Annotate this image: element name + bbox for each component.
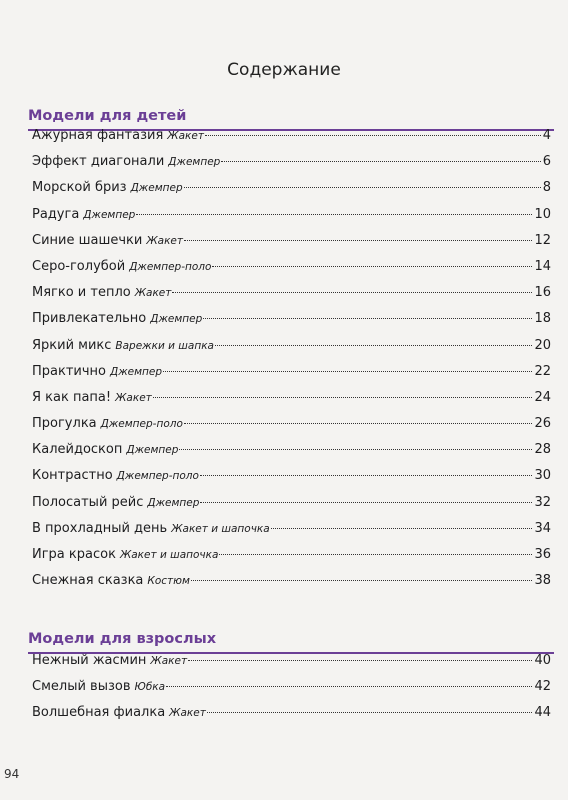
entry-type: Жакет (167, 130, 204, 142)
entry-page: 20 (534, 337, 551, 353)
entry-page: 14 (534, 258, 551, 274)
dot-leader (153, 397, 533, 398)
entry-page: 40 (534, 653, 551, 668)
entry-title: В прохладный день (32, 520, 168, 536)
entry-type: Жакет и шапочка (171, 522, 270, 535)
dot-leader (271, 528, 533, 529)
toc-entry[interactable] (32, 128, 551, 154)
entry-type: Варежки и шапка (115, 339, 214, 352)
entry-title: Полосатый рейс (32, 494, 144, 510)
dot-leader (212, 266, 532, 267)
entry-title: Привлекательно (32, 311, 147, 327)
entry-page: 36 (534, 547, 551, 562)
entry-type: Джемпер (168, 156, 221, 169)
entry-title: Смелый вызов (32, 679, 131, 695)
toc-entry[interactable] (32, 653, 551, 679)
entry-page: 24 (534, 389, 551, 405)
toc-entry[interactable] (32, 573, 551, 599)
page-number: 94 (4, 767, 20, 781)
section-heading-adults: Модели для взрослых (28, 631, 217, 647)
entry-type: Жакет (146, 234, 184, 247)
entry-page: 6 (542, 154, 551, 170)
entry-type: Жакет (115, 391, 152, 404)
entry-type: Джемпер (83, 208, 136, 221)
entry-title: Серо-голубой (32, 258, 126, 274)
entry-type: Джемпер-поло (100, 418, 183, 431)
toc-entry[interactable] (32, 521, 551, 547)
dot-leader (184, 187, 541, 188)
entry-title: Яркий микс (32, 337, 112, 353)
toc-entry[interactable] (32, 180, 551, 206)
toc-entry[interactable] (32, 468, 551, 494)
entry-type: Джемпер (126, 444, 179, 457)
dot-leader (136, 214, 532, 215)
dot-leader (166, 686, 532, 687)
entry-title: Снежная сказка (32, 573, 144, 589)
entry-type: Джемпер-поло (129, 260, 212, 273)
dot-leader (221, 161, 540, 162)
entry-type: Жакет (169, 707, 206, 720)
dot-leader (219, 554, 532, 555)
entry-title: Нежный жасмин (32, 653, 147, 668)
entry-page: 22 (534, 363, 551, 379)
entry-type: Жакет (134, 287, 172, 300)
entry-page: 10 (534, 206, 551, 222)
toc-entry[interactable] (32, 442, 551, 468)
toc-entry[interactable] (32, 364, 551, 390)
entry-title: Контрастно (32, 468, 113, 484)
entry-type: Жакет (150, 655, 188, 667)
entry-type: Жакет и шапочка (119, 549, 219, 561)
dot-leader (203, 318, 532, 319)
dot-leader (207, 712, 533, 713)
dot-leader (215, 345, 532, 346)
toc-entry[interactable] (32, 679, 551, 705)
toc-entry[interactable] (32, 311, 551, 337)
entry-title: Прогулка (32, 416, 97, 432)
dot-leader (205, 135, 541, 136)
entry-title: Волшебная фиалка (32, 705, 166, 721)
toc-list-adults (32, 653, 551, 732)
dot-leader (200, 502, 532, 503)
entry-title: Мягко и тепло (32, 285, 131, 301)
dot-leader (163, 371, 532, 372)
dot-leader (188, 660, 532, 661)
entry-page: 34 (534, 520, 551, 536)
dot-leader (184, 423, 533, 424)
entry-title: Синие шашечки (32, 232, 143, 248)
entry-title: Практично (32, 363, 107, 379)
entry-title: Радуга (32, 206, 80, 222)
toc-list-children (32, 128, 551, 599)
dot-leader (172, 292, 532, 293)
toc-entry[interactable] (32, 285, 551, 311)
entry-type: Джемпер-поло (116, 470, 199, 483)
entry-page: 4 (542, 128, 551, 143)
toc-entry[interactable] (32, 338, 551, 364)
entry-type: Джемпер (150, 313, 203, 326)
entry-page: 8 (542, 180, 551, 196)
toc-entry[interactable] (32, 233, 551, 259)
dot-leader (200, 475, 533, 476)
entry-page: 44 (534, 705, 551, 721)
entry-type: Джемпер (147, 496, 200, 509)
entry-page: 18 (534, 311, 551, 327)
toc-entry[interactable] (32, 495, 551, 521)
entry-title: Морской бриз (32, 180, 127, 196)
toc-entry[interactable] (32, 705, 551, 731)
entry-page: 42 (534, 679, 551, 695)
entry-title: Игра красок (32, 547, 116, 562)
entry-title: Калейдоскоп (32, 442, 123, 458)
section-heading-children: Модели для детей (28, 108, 187, 124)
toc-entry[interactable] (32, 259, 551, 285)
entry-title: Ажурная фантазия (32, 128, 164, 143)
toc-entry[interactable] (32, 207, 551, 233)
entry-page: 16 (534, 285, 551, 301)
entry-type: Джемпер (110, 365, 163, 378)
dot-leader (191, 580, 533, 581)
toc-entry[interactable] (32, 390, 551, 416)
entry-page: 12 (534, 232, 551, 248)
entry-page: 30 (534, 468, 551, 484)
entry-type: Костюм (147, 575, 190, 588)
toc-entry[interactable] (32, 154, 551, 180)
toc-entry[interactable] (32, 547, 551, 573)
toc-entry[interactable] (32, 416, 551, 442)
entry-page: 28 (534, 442, 551, 458)
entry-type: Юбка (134, 681, 166, 694)
dot-leader (179, 449, 532, 450)
page-title: Содержание (227, 60, 341, 80)
entry-type: Джемпер (130, 182, 183, 195)
entry-title: Эффект диагонали (32, 154, 165, 170)
entry-page: 32 (534, 494, 551, 510)
dot-leader (184, 240, 532, 241)
entry-title: Я как папа! (32, 389, 112, 405)
entry-page: 26 (534, 416, 551, 432)
entry-page: 38 (534, 573, 551, 589)
